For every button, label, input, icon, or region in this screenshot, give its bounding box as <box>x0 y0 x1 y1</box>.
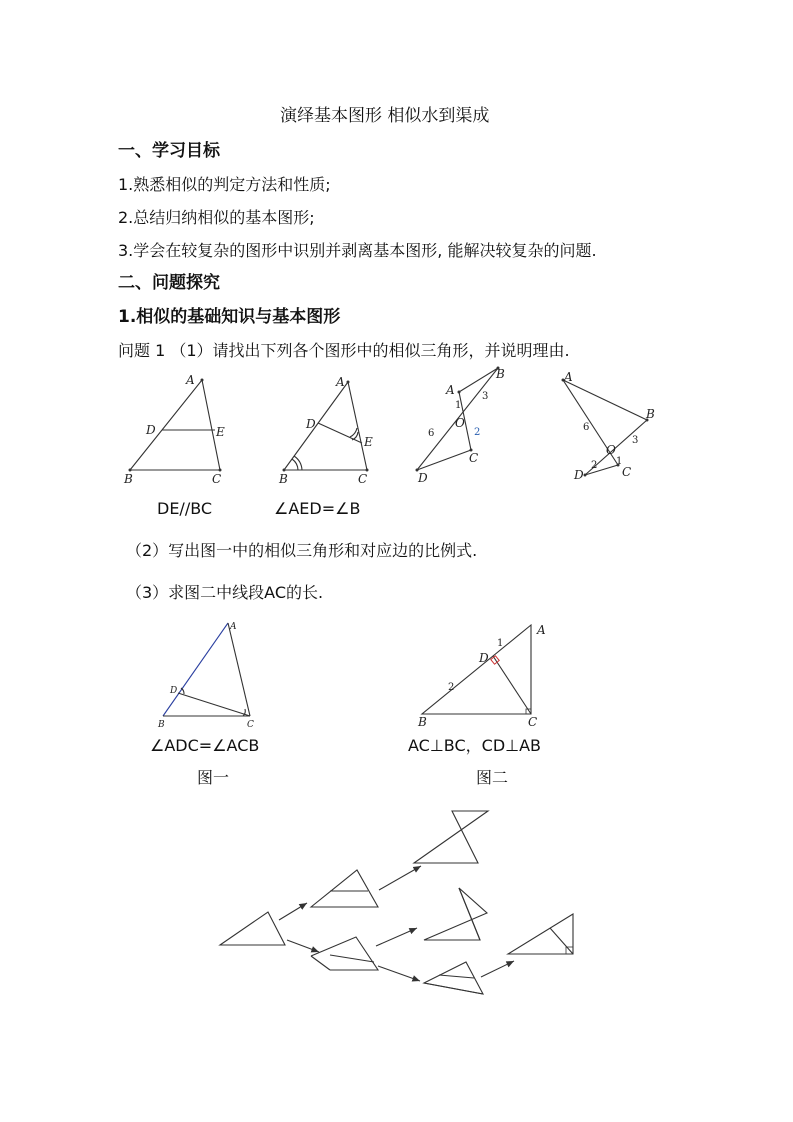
length-1: 1 <box>497 638 504 649</box>
goal-item-1: 1.熟悉相似的判定方法和性质; <box>118 175 331 194</box>
figure-1-caption: DE//BC <box>157 499 213 518</box>
length-3: 3 <box>482 391 489 402</box>
label-B: B <box>496 367 505 381</box>
figure-two <box>417 623 546 729</box>
label-D: D <box>479 651 489 665</box>
label-E: E <box>364 435 373 449</box>
figure-bowtie-2 <box>562 370 656 482</box>
label-E: E <box>216 425 225 439</box>
length-2: 2 <box>591 460 598 471</box>
question-2: （2）写出图一中的相似三角形和对应边的比例式. <box>126 541 478 560</box>
figure-b-condition: AC⊥BC，CD⊥AB <box>408 736 541 755</box>
label-C: C <box>622 465 632 479</box>
length-2: 2 <box>448 682 455 693</box>
goal-item-3: 3.学会在较复杂的图形中识别并剥离基本图形, 能解决较复杂的问题. <box>118 241 597 260</box>
label-D: D <box>574 468 584 482</box>
length-3: 3 <box>632 435 639 446</box>
label-A: A <box>446 383 455 397</box>
figure-angle-triangle <box>278 375 373 486</box>
label-B: B <box>646 407 655 421</box>
label-D: D <box>170 686 178 696</box>
label-B: B <box>279 472 288 486</box>
label-O: O <box>455 416 465 430</box>
label-B: B <box>418 715 427 729</box>
subsection-heading: 1.相似的基础知识与基本图形 <box>118 307 341 327</box>
label-C: C <box>528 715 538 729</box>
label-C: C <box>469 451 479 465</box>
figure-parallel-triangle <box>123 373 225 486</box>
label-D: D <box>146 423 156 437</box>
figure-bowtie-1 <box>416 367 506 486</box>
figure-a-condition: ∠ADC=∠ACB <box>150 736 260 755</box>
label-O: O <box>606 443 616 457</box>
figure-a-name: 图一 <box>197 768 230 787</box>
label-A: A <box>186 373 195 387</box>
label-C: C <box>358 472 368 486</box>
goal-item-2: 2.总结归纳相似的基本图形; <box>118 208 315 227</box>
label-A: A <box>230 622 237 632</box>
label-D: D <box>306 417 316 431</box>
label-D: D <box>418 471 428 485</box>
length-1: 1 <box>616 456 623 467</box>
length-1: 1 <box>455 400 462 411</box>
problem-statement: 问题 1 （1）请找出下列各个图形中的相似三角形，并说明理由. <box>118 341 570 360</box>
figure-one <box>157 622 254 730</box>
figure-b-name: 图二 <box>476 768 509 787</box>
question-3: （3）求图二中线段AC的长. <box>126 583 324 602</box>
length-6: 6 <box>583 422 590 433</box>
label-B: B <box>158 720 165 730</box>
label-C: C <box>247 720 254 730</box>
section-heading-explore: 二、问题探究 <box>118 273 220 293</box>
label-A: A <box>336 375 345 389</box>
length-2: 2 <box>474 427 481 438</box>
figure-2-caption: ∠AED=∠B <box>274 499 361 518</box>
label-A: A <box>564 370 573 384</box>
label-B: B <box>124 472 133 486</box>
basic-figures-diagram <box>220 811 573 994</box>
label-C: C <box>212 472 222 486</box>
section-heading-goals: 一、学习目标 <box>118 141 220 161</box>
label-A: A <box>537 623 546 637</box>
page-title: 演绎基本图形 相似水到渠成 <box>280 106 490 126</box>
length-6: 6 <box>428 428 435 439</box>
